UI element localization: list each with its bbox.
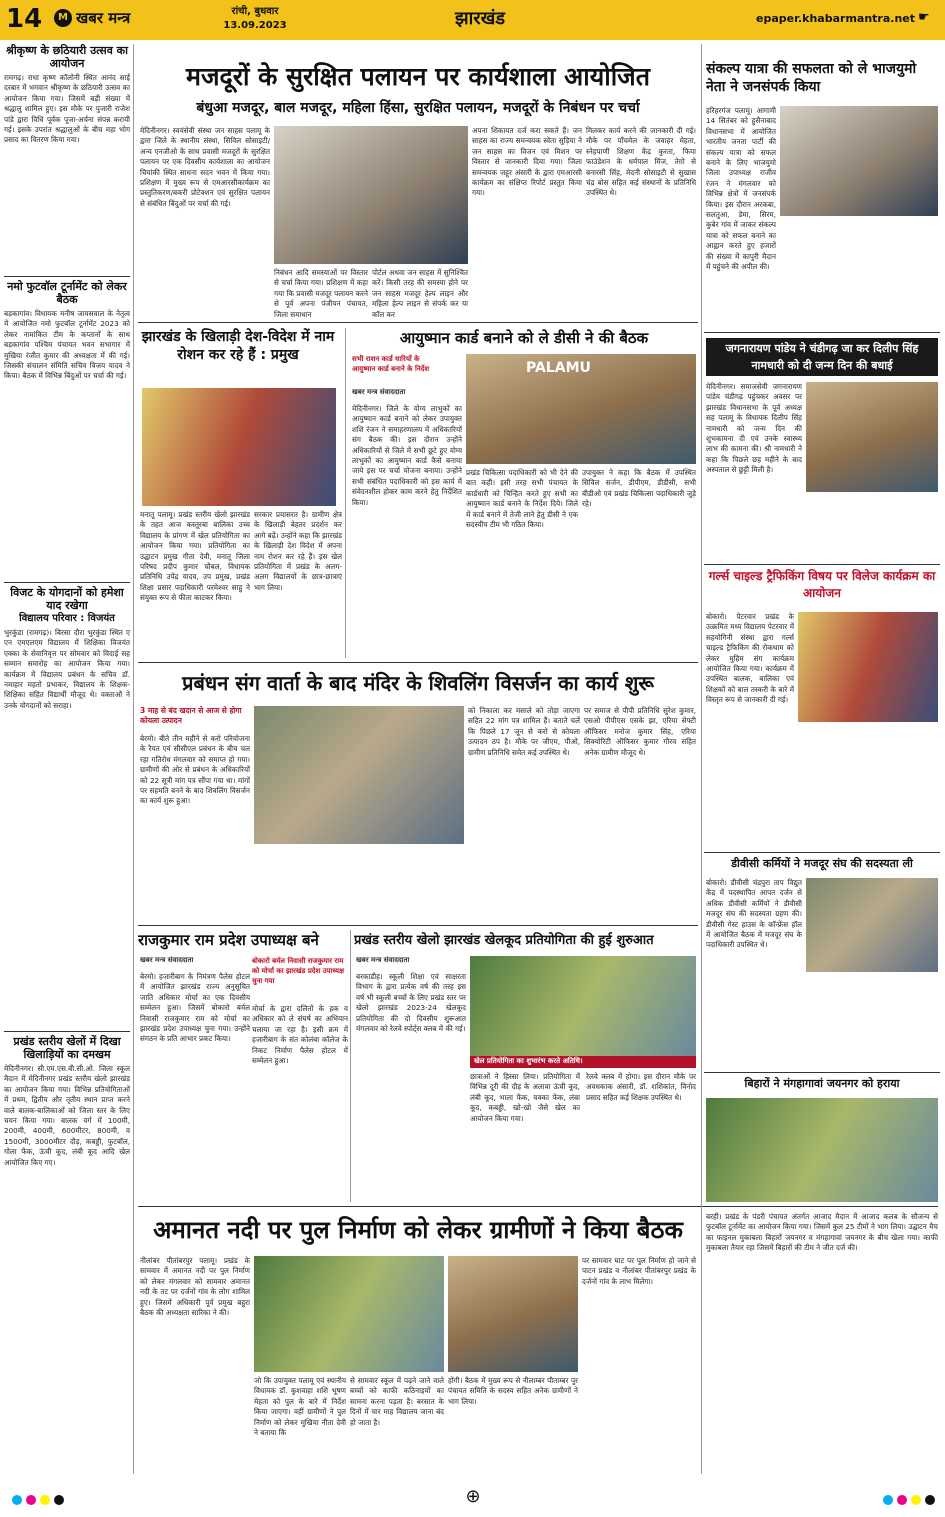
article-body: मेदिनीनगर। जिले के योग्य लाभुकों का आयुष्मान कार्ड बनाने को लेकर उपायुक्त शशि रंजन ने समाहरणालय में अधिकारियों संग बैठक की। इस दौरान उन्होंने अधिकारियों से जिले में सभी छूटे हुए योग्य लाभुकों का आयुष्मान कार्ड कैसे बनाया जाये इस पर चर्चा योजना बनाया। उन्होंने सभी संबंधित पदाधिकारी को इस कार्य में संवेदनशील होकर काम करने हेतु निर्देशित किया। [352,404,462,507]
subhead: बोकारो बर्मल निवासी राजकुमार राम को मोर्चा का झारखंड प्रदेश उपाध्यक्ष चुना गया [252,957,345,985]
column-rule [350,930,351,1202]
article-body: प्रखंड चिकित्सा पदाधिकारी को भी देने की बात कही। इसी तरह सभी पंचायत के कार्डधारी को चिन्हित करते हुए सभी का आयुष्मान कार्ड बनाने के निर्देश दिये। जिले में कार्ड बनाने में तेजी लाने हेतु डीसी ने एक सदस्यीय टीम भी गठित किया। [466,468,578,530]
article-title: प्रखंड स्तरीय खेलों में दिखा खिलाड़ियों का दमखम [13,1035,121,1061]
article-title: बिहारों ने मंगहागावां जयनगर को हराया [744,1077,900,1090]
article-body: मेदिनीनगर। समाजसेवी जगनारायण पांडेय चंडीगढ़ पहुंचकर अवसर पर झारखंड विधानसभा के पूर्व अध्यक्ष सह पलामू के विधायक दिलीप सिंह नामधारी को जन्म दिन की शुभकामना दी एवं उनके स्वास्थ्य लाभ की कामना की। श्री नामधारी ने कहा कि पिछले छह महीने के बाद अस्पताल से छुट्टी मिली है। [706,382,802,475]
column-rule [701,44,702,1474]
sports-photo [142,388,336,506]
article-body: पोर्टल अथवा जन साहस में सुनिश्चित करें। किसी तरह की समस्या होने पर जन साहस मजदूर हेल्प लाइन और महिला हेल्प लाइन से संपर्क कर या कॉल कर [372,268,468,318]
article-title: राजकुमार राम प्रदेश उपाध्यक्ष बने [138,931,319,949]
article-title: विजट के योगदानों को हमेशा याद रखेगा [10,586,124,612]
divider [4,276,130,277]
article-body: सरकार प्रयासरत है। ग्रामीण क्षेत्र के खिलाड़ी बेहतर प्रदर्शन कर आगे बढ़ें। उन्होंने कहा कि झारखंड के खिलाड़ी देश विदेश में अपना नाम रोशन कर रहे हैं। इस खेल प्रतियोगिता में प्रखंड के अलग-अलग विद्यालयों के छात्र-छात्राएं भाग लिया। [254,510,342,592]
river-photo [254,1256,444,1372]
campaign-photo [780,106,938,216]
union-photo [806,878,938,972]
article-title: डीवीसी कर्मियों ने मजदूर संघ की सदस्यता ली [731,857,913,870]
article-body: मोर्चा के द्वारा दलितों के हक व अधिकार को ले संघर्ष का अभियान चलाया जा रहा है। इसी क्रम में हजारीबाग के संत कोलंबा कॉलेज के निकट निर्माण पैलेस होटल में सम्मेलन हुआ। [252,1004,348,1066]
footer-bar [0,1482,945,1517]
subhead-line: सभी राशन कार्ड धारियों के [352,355,420,363]
article-body: पर सामवार घाट पर पुल निर्माण हो जाने से पाटन प्रखंड व नीलांबर पीतांबरपुर प्रखंड के दर्जनों गांव के लाभ मिलेगा। [582,1256,696,1286]
article-body: बरही। प्रखंड के पंडरी पंचायत अंतर्गत आजाद मैदान में आजाद कलब के सौजन्य से फुटबॉल टूर्नामेंट का आयोजन किया गया। जिसमें कुल 25 टीमों ने भाग लिया। उद्घाटन मैच का फाइनल मुकाबला बिहारों जयनगर व मंगहागावां जयनगर के बीच खेला गया। काफी मुकाबला तैयार रहा जिसमें बिहारों की टीम ने जीत दर्ज की। [706,1212,938,1253]
section-title: झारखंड [455,8,505,29]
birthday-photo [806,382,938,492]
article-body: नीलांबर पीतांबरपुर पलामू। प्रखंड के सामवार में अमानत नदी पर पुल निर्माण को लेकर मंगलवार को सामवार अमानत नदी के तट पर दर्जनों गांव के लोग शामिल हुए। जिसमें अधिकारी पूर्व प्रमुख बहुरा बैठक की अध्यक्षता सारिका ने की। [140,1256,250,1318]
article-title: श्रीकृष्ण के छठियारी उत्सव का आयोजन [6,44,128,70]
pointer-icon: ☛ [918,10,930,25]
article-body: को निकाला कर मसाले को तोड़ा जाएगा सहित 22 मांग पत्र शामिल हैं। बताते चलें कि पिछले 17 जून से करो से कोयला उत्पादन ठप है। मौके पर जीएम, पीओ, ग्रामीण प्रतिनिधि समेत कई उपस्थित थे। [468,706,580,757]
article-body: छात्राओं ने हिस्सा लिया। प्रतियोगिता में विभिन्न दूरी की दौड़ के अलावा ऊंची कूद, लंबी कूद, भाला फेंक, चक्का फेंक, लंबा कूद, कबड्डी, खो-खो जैसे खेल का आयोजन किया गया। [470,1072,580,1123]
article-body: बेरमो। बीते तीन महीने से करो परियोजना के रैयत एवं सीसीएल प्रबंधन के बीच चल रहा गतिरोध मंगलवार को समाप्त हो गया। ग्रामीणों की ओर से प्रबंधन के अधिकारियों को 22 सूत्री मांग पत्र सौंपा गया था। मांगों पर सहमति बनने के बाद शिवलिंग विसर्जन का कार्य शुरू हुआ। [140,734,250,806]
divider [704,1072,940,1073]
article-title: आयुष्मान कार्ड बनाने को ले डीसी ने की बैठक [399,329,649,347]
column-rule [133,44,134,1474]
article-kicker: 3 माह से बंद खदान से आज से होगा कोयला उत्पादन [140,706,242,725]
article-body: मिलकर कार्य करने की जानकारी दी गई। मौके पर पाँचमेल के जवाहर मेहता, स्नेहपाणी शिक्षण केंद्र कुरता, फिया फाउंडेशन के धर्मपाल मिंज, तेग़ो से बनारसी सिंह, मेदनी सोसाइटी से सुखास चंद्र बोस सहित कई संस्थानों के प्रतिनिधि उपस्थित थे। [586,126,696,198]
divider [704,852,940,853]
masthead [0,0,945,40]
villagers-photo [448,1256,578,1372]
article-body: जो कि उपायुक्त पलामू एवं स्थानीय विधायक डॉ. कुशवाहा शशि भूषण मेहता को पुल के बारे में निर्देश किया जाएगा। वहीं ग्रामीणों ने पुल निर्माण को लेकर मुखिया नीता देवी ने बताया कि [254,1376,346,1438]
column-rule [345,328,346,658]
city-day: रांची, बुधवार [231,6,279,17]
article-body: मेदिनीनगर। सी.एम.एस.बी.सी.ओ. जिला स्कूल मैदान में मेदिनीनगर प्रखंड स्तरीय खेलो झारखंड का आयोजन किया गया। विभिन्न प्रतियोगिताओं में प्रथम, द्वितीय और तृतीय स्थान प्राप्त करने वाले बालक-बालिकाओं को जिला स्तर के लिए चयन किया गया। बालक वर्ग में 100मी, 200मी, 400मी, 600मीटर, 800मी, व 1500मी, 3000मीटर दौड़, कबड्डी, फुटबॉल, गोला फेंक, ऊंची कूद, लंबी कूद आदि खेल आयोजित किए गए। [4,1064,130,1167]
article-body: बोकारो। पेटरवार प्रखंड के उत्क्रमित मध्य विद्यालय पेटरवार में सहयोगिनी संस्था द्वारा गर्ल्स चाइल्ड ट्रैफिकिंग की रोकथाम को लेकर मुहिम संग कार्यक्रम आयोजित किया गया। कार्यक्रम में उपस्थित बालक, बालिका एवं शिक्षकों को बाल तस्करी के बारे में विस्तृत रूप से जानकारी दी गई। [706,612,794,705]
sports-event-photo [470,956,696,1056]
website-link[interactable]: epaper.khabarmantra.net [756,12,915,25]
bottom-headline: अमानत नदी पर पुल निर्माण को लेकर ग्रामीणों ने किया बैठक [153,1216,683,1244]
brand-name: खबर मन्त्र [76,9,131,27]
article-body: मेदिनीनगर। स्वयंसेवी संस्था जन साहस पलामू के द्वारा जिले के स्थानीय संस्था, सिविल सोसाइटी/अन्य एनजीओ के साथ प्रवासी मजदूरों के सुरक्षित पलायन पर एक दिवसीय कार्यशाला का आयोजन चियांकी स्थित साधना सदन भवन में किया गया। प्रशिक्षण में मुख्य रूप से एमआरसीकार्यक्रम का प्रस्तुतिकरण/बकरी प्रोटेक्शन एवं सुरक्षित पलायन से संबंधित बिंदुओं पर चर्चा की गई। [140,126,270,208]
divider [704,332,940,333]
article-body: भुरकुंडा (रामगढ़)। बिरसा दौरा भुरकुंडा स्थित ए एन एमएलएम विद्यालय में शिक्षिका विजयंत एक्का के सेवानिवृत्त पर सोमवार को विदाई सह सम्मान समारोह का आयोजन किया गया। कार्यक्रम में विद्यालय प्रबंधन के सचिव डॉ. नमाहार महतो प्रभाकर, विद्यालय के शिक्षक-शिक्षिका सहित विद्यार्थी मौजूद थे। वक्ताओं ने उनके योगदानों को सराहा। [4,628,130,710]
article-body: पर समाज से पीपी प्रतिनिधि सुरेश कुमार, एसओ पीपीएस एसके झा, एरिया सेफ्टी ऑफिसर मनोज कुमार सिंह, एरिया सिक्योरिटी ऑफिसर कुमार गौरव सहित अनेक ग्रामीण मौजूद थे। [584,706,696,757]
article-body: बोकारो। डीवीसी चंद्रपुरा ताप विद्युत केंद्र में पदस्थापित आपत दर्जन से अधिक डीवीसी कर्मियों ने डीवीसी मजदूर संघ की सदस्यता ग्रहण की। डीवीसी गेस्ट हाउस के कॉन्फ्रेंस हॉल में आयोजित बैठक में मजदूर संघ के पदाधिकारी उपस्थित थे। [706,878,802,950]
divider [138,662,698,663]
color-dots [12,1490,132,1506]
divider [138,322,698,323]
dateline [210,5,300,37]
article-body: बरकाडीह। स्कूली शिक्षा एवं साक्षरता विभाग के द्वारा प्रत्येक वर्ष की तरह इस वर्ष भी स्कूली बच्चों के लिए प्रखंड स्तर पर खेलो झारखंड 2023-24 खेलकूद प्रतियोगिता की दो दिवसीय शुरूआत मंगलवार को रेलवे स्पोर्ट्स क्लब में की गई। [356,972,466,1034]
article-body: से सामवार स्कूल में पढ़ने जाने वाले बच्चों को काफी कठिनाइयों का सामना करना पड़ता है। बरसात के दिनों में चार माह विद्यालय जाना बंद हो जाता है। [350,1376,444,1427]
divider [4,582,130,583]
byline: खबर मन्त्र संवाददाता [352,388,406,396]
workshop-photo [274,126,468,264]
brand-logo-icon: M [54,9,72,27]
byline: खबर मन्त्र संवाददाता [356,956,410,964]
banner-text: PALAMU [526,360,591,376]
students-photo [798,612,938,722]
left-column [4,44,130,1474]
date: 13.09.2023 [223,20,287,31]
article-body: बड़कागांव। विधायक मनीष जायसवाल के नेतृत्व में आयोजित नमो फुटबॉल टूर्नामेंट 2023 को लेकर नामांकित टीम के कप्तानों के साथ बड़कागांव पश्चिम पंचायत भवन सभागार में मुखिया रंजीत कुमार की अध्यक्षता में की गई। जिसकी संचालन संमिति सचिव विजय यादव ने किया। बैठक में विभिन्न बिंदुओं पर चर्चा की गई। [4,309,130,381]
article-body: अपना शिकायत दर्ज करा सकते हैं। जन साहस का राज्य समन्वयक स्वेता सुड़िया ने जन साहस का विजन एवं मिशन पर विस्तार से जानकारी दिया गया। जिला समन्वयक जहूर अंसारी के द्वारा एमआरसी कार्यक्रम का संक्षिप्त रिपोर्ट प्रस्तुत किया गया। [472,126,582,198]
article-title: जगनारायण पांडेय ने चंडीगढ़ जा कर दिलीप सिंह नामधारी को दी जन्म दिन की बधाई [706,338,938,376]
article-title: संकल्प यात्रा की सफलता को ले भाजयुमो नेता ने जनसंपर्क किया [706,61,917,95]
article-body: उपायुक्त ने कहा कि बैठक में उपस्थित सिविल सर्जन, डीपीएम, डीडीसी, सभी बीडीओ एवं प्रखंड चिकित्सा पदाधिकारी जुड़े रहे। [582,468,696,509]
main-subhead: बंधुआ मजदूर, बाल मजदूर, महिला हिंसा, सुरक्षित पलायन, मजदूरों के निबंधन पर चर्चा [196,100,640,116]
article-title: प्रबंधन संग वार्ता के बाद मंदिर के शिवलिंग विसर्जन का कार्य शुरू [182,671,654,695]
color-dots [815,1490,935,1506]
divider [138,1206,938,1207]
article-body: रामगढ़। राधा कृष्ण कॉलोनी स्थित आनंद साई दरबार में भगवान श्रीकृष्ण के छठियारी उत्सव का आयोजन किया गया। जिसमें बड़ी संख्या में श्रद्धालु शामिल हुए। इस मौके पर पुजारी राजेश पांडे द्वारा विधि पूर्वक पूजा-अर्चना संपन्न करायी गई। इसके उपरांत श्रद्धालुओं के बीच महा भोग प्रसाद का वितरण किया गया। [4,73,130,145]
article-title: नमो फुटवॉल टूर्नामेंट को लेकर बैठक [7,280,127,306]
photo-caption: खेल प्रतियोगिता का शुभारंभ करते अतिथि। [470,1056,696,1068]
meeting-photo [466,354,696,464]
temple-photo [254,706,464,844]
article-kicker: विद्यालय परिवार : विजयंत [19,613,115,624]
article-body: बेरमो। हजारीबाग के निमंत्रण पैलेस होटल में आयोजित झारखंड राज्य अनुसूचित जाति अधिकार मोर्चा का एक दिवसीय सम्मेलन हुआ। जिसमें बोकारो बर्मल निवासी राजकुमार राम को मोर्चा का झारखंड प्रदेश उपाध्यक्ष चुना गया। उन्होंने संगठन के प्रति आभार प्रकट किया। [140,972,250,1044]
article-title: गर्ल्स चाइल्ड ट्रैफिकिंग विषय पर विलेज कार्यक्रम का आयोजन [708,569,936,600]
article-body: रेलवे क्लब में होगा। इस दौरान मौके पर अवधकाक अंसारी, डॉ. शशिकांत, विनोद प्रसाद सहित कई शिक्षक उपस्थित थे। [586,1072,696,1102]
football-photo [706,1098,938,1202]
registration-mark-icon: ⊕ [465,1486,481,1507]
subhead-line: आयुष्मान कार्ड बनाने के निर्देश [352,365,430,373]
main-headline: मजदूरों के सुरक्षित पलायन पर कार्यशाला आयोजित [186,62,650,91]
article-body: निबंधन आदि समस्याओं पर विस्तार से चर्चा किया गया। प्रशिक्षण में कहा गया कि प्रवासी मजदूर पलायन करने से पूर्व अपना पंजीयन पंचायत, जिला समाधान [274,268,368,318]
divider [138,925,698,926]
page-number: 14 [6,4,43,34]
byline: खबर मन्त्र संवाददाता [140,956,194,964]
article-title: प्रखंड स्तरीय खेलो झारखंड खेलकूद प्रतियोगिता की हुई शुरुआत [354,933,654,948]
article-body: मनातू पलामू। प्रखंड स्तरीय खेलो झारखंड के तहत आज कस्तूरबा बालिका उच्च विद्यालय के प्रांगण में खेल प्रतियोगिता का आयोजन किया गया। प्रतियोगिता का उद्घाटन प्रमुख गीता देवी, मनातू जिला परिषद प्रदीप कुमार चौबल, विधायक प्रतिनिधि उपेंद्र यादव, उप प्रमुख, प्रखंड शिक्षा प्रसार पदाधिकारी परमेश्वर साहु ने संयुक्त रूप से फीता काटकर किया। [140,510,250,603]
article-body: हरिहरगंज पलामू। आगामी 14 सितंबर को हुसैनाबाद विधानसभा में आयोजित भारतीय जनता पार्टी की संकल्प यात्रा को सफल बनाने के लिए भाजयुमो जिला उपाध्यक्ष राजीव रंजन ने मंगलवार को विभिन्न क्षेत्रों में जनसंपर्क किया। इस दौरान अरकबा, सलतुआ, डेमा, सिरम, कुबेर गांव में जाकर संकल्प यात्रा को सफल बनाने का आह्वान करते हुए हजारों की संख्या में कापुरी मैदान में पहुंचने की अपील की। [706,106,776,272]
divider [4,1031,130,1032]
article-body: होंगी। बैठक में मुख्य रूप से नीलाम्बर पीताम्बर पुर पंचायत समिति के सदस्य सहित अनेक ग्रामीणों ने भाग लिया। [448,1376,578,1406]
article-title: झारखंड के खिलाड़ी देश-विदेश में नाम रोशन कर रहे हैं : प्रमुख [141,329,335,363]
divider [704,564,940,565]
subhead [352,354,462,378]
